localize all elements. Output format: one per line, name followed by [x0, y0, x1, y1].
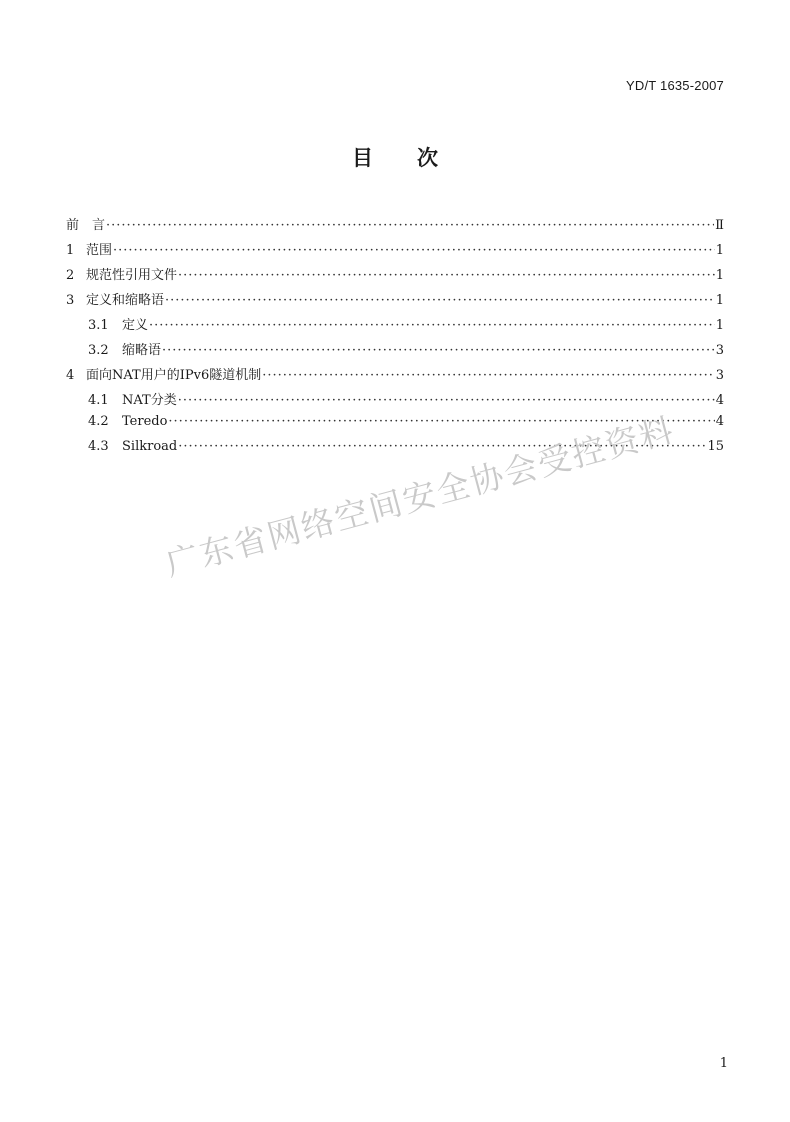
toc-entry-number: 4.3	[88, 439, 109, 454]
toc-entry-page: Ⅱ	[715, 218, 724, 233]
page-title-part1: 目	[352, 146, 373, 170]
toc-leader-dots	[178, 393, 715, 408]
toc-entry-label: NAT分类	[122, 393, 177, 408]
toc-leader-dots	[113, 243, 715, 258]
toc-entry-number: 3.2	[88, 343, 109, 358]
toc-entry-number: 4	[66, 368, 75, 383]
toc-entry-page: 1	[715, 268, 724, 283]
toc-entry-number: 4.1	[88, 393, 109, 408]
toc-entry-page: 3	[715, 343, 724, 358]
toc-entry-page: 4	[715, 393, 724, 408]
toc-entry-4[interactable]	[66, 364, 724, 389]
toc-entry-1[interactable]	[66, 239, 724, 264]
toc-leader-dots	[262, 368, 714, 383]
toc-entry-label: Teredo	[122, 414, 168, 429]
toc-leader-dots	[106, 218, 714, 233]
toc-entry-label: 范围	[86, 243, 113, 258]
toc-entry-number: 3	[66, 293, 75, 308]
toc-entry-label: 规范性引用文件	[86, 268, 178, 283]
toc-leader-dots	[165, 293, 715, 308]
toc-leader-dots	[149, 318, 715, 333]
toc-entry-number: 3.1	[88, 318, 109, 333]
toc-entry-3[interactable]	[66, 289, 724, 314]
toc-entry-label: 缩略语	[122, 343, 162, 358]
document-code: YD/T 1635-2007	[626, 78, 724, 93]
toc-entry-label: 定义	[122, 318, 149, 333]
toc-entry-label: 定义和缩略语	[86, 293, 165, 308]
page-number: 1	[719, 1056, 728, 1071]
toc-entry-page: 1	[715, 318, 724, 333]
toc-entry-number: 2	[66, 268, 75, 283]
toc-entry-label: Silkroad	[122, 439, 178, 454]
toc-entry-page: 15	[707, 439, 724, 454]
page-title	[0, 142, 790, 172]
toc-entry-page: 1	[715, 293, 724, 308]
toc-entry-label: 前 言	[66, 218, 106, 233]
toc-entry-3-2[interactable]	[66, 339, 724, 364]
toc-entry-2[interactable]	[66, 264, 724, 289]
toc-entry-3-1[interactable]	[66, 314, 724, 339]
toc-entry-4-1[interactable]	[66, 389, 724, 414]
toc-leader-dots	[178, 268, 715, 283]
page-title-part2: 次	[417, 146, 438, 170]
toc-entry-page: 4	[715, 414, 724, 429]
toc-entry-number: 1	[66, 243, 75, 258]
toc-entry-label: 面向NAT用户的IPv6隧道机制	[86, 368, 262, 383]
toc-entry-page: 1	[715, 243, 724, 258]
toc-leader-dots	[162, 343, 715, 358]
toc-entry-foreword[interactable]	[66, 214, 724, 239]
watermark-text: 广东省网络空间安全协会受控资料	[161, 409, 679, 584]
toc-entry-number: 4.2	[88, 414, 109, 429]
toc-entry-page: 3	[715, 368, 724, 383]
